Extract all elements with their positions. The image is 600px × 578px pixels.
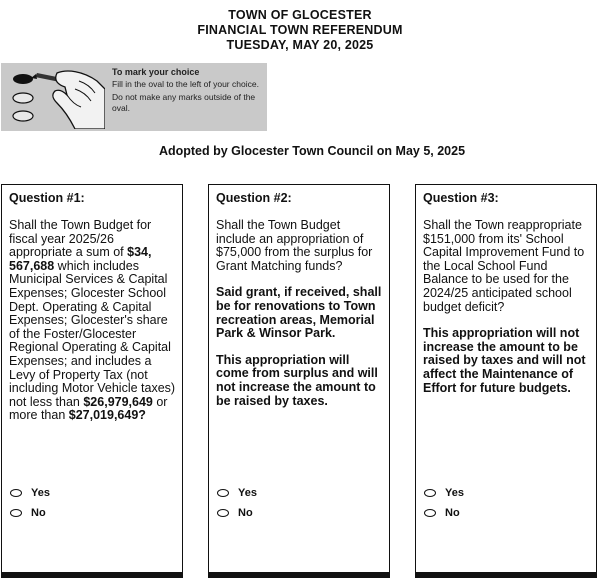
marking-instructions [1,63,267,131]
choice-no[interactable] [10,503,50,523]
choice-no[interactable] [424,503,464,523]
choice-label: No [445,507,460,519]
question-2-box [208,184,390,578]
oval-no[interactable] [424,509,436,517]
question-text-part: which includes Municipal Services & Capital Expenses; Glocester School Dept. Operating & Capital Expenses; Glocester's share of the Foster/Glocester Regional Operating & Capital Expenses; and includes a Levy of Property Tax (not including Motor Vehicle taxes) not less than [9,258,176,409]
question-text-part: or more than [9,394,168,423]
choice-yes[interactable] [10,483,50,503]
choice-label: Yes [238,487,257,499]
choice-label: No [238,507,253,519]
oval-yes[interactable] [10,489,22,497]
answer-choices [10,483,50,523]
instructions-line: Fill in the oval to the left of your choice. [112,78,259,89]
instructions-line: Do not make any marks outside of the oval. [112,92,256,113]
question-3-box [415,184,597,578]
answer-choices [217,483,257,523]
adoption-notice: Adopted by Glocester Town Council on May 5, 2025 [158,144,466,158]
instructions-title: To mark your choice [112,67,200,77]
instructions-text [112,67,264,116]
question-title: Question #1: [9,191,85,205]
question-title: Question #3: [423,191,499,205]
choice-label: Yes [445,487,464,499]
oval-no[interactable] [217,509,229,517]
header-date: TUESDAY, MAY 20, 2025 [226,38,374,52]
header-referendum: FINANCIAL TOWN REFERENDUM [197,23,403,37]
choice-yes[interactable] [424,483,464,503]
choice-label: No [31,507,46,519]
answer-choices [424,483,464,523]
question-paragraph: Shall the Town reappropriate $151,000 from its' School Capital Improvement Fund to the Local School Fund Balance to be used for the 2024/25 anticipated school budget deficit? [423,218,585,314]
question-paragraph-bold: This appropriation will not increase the amount to be raised by taxes and will not affect the Maintenance of Effort for future budgets. [423,326,586,395]
choice-no[interactable] [217,503,257,523]
question-paragraph-bold: Said grant, if received, shall be for renovations to Town recreation areas, Memorial Park & Winsor Park. [216,285,382,341]
question-title: Question #2: [216,191,292,205]
question-text-part: Shall the Town Budget for fiscal year 2025/26 appropriate a sum of [9,218,152,260]
oval-yes[interactable] [424,489,436,497]
choice-label: Yes [31,487,50,499]
hand-marking-pen-icon [5,65,105,129]
oval-yes[interactable] [217,489,229,497]
question-text [216,219,383,408]
question-amount: $26,979,649 [83,394,153,409]
ballot-header [0,8,600,53]
question-text [9,219,176,423]
question-1-box [1,184,183,578]
question-text [423,219,590,395]
question-amount: $27,019,649? [68,408,146,423]
choice-yes[interactable] [217,483,257,503]
header-town: TOWN OF GLOCESTER [228,8,372,22]
question-paragraph: Shall the Town Budget include an appropriation of $75,000 from the surplus for Grant Matching funds? [216,218,373,273]
question-paragraph-bold: This appropriation will come from surplus and will not increase the amount to be raised by taxes. [216,352,378,408]
oval-no[interactable] [10,509,22,517]
question-amount: $34, 567,688 [9,245,152,273]
